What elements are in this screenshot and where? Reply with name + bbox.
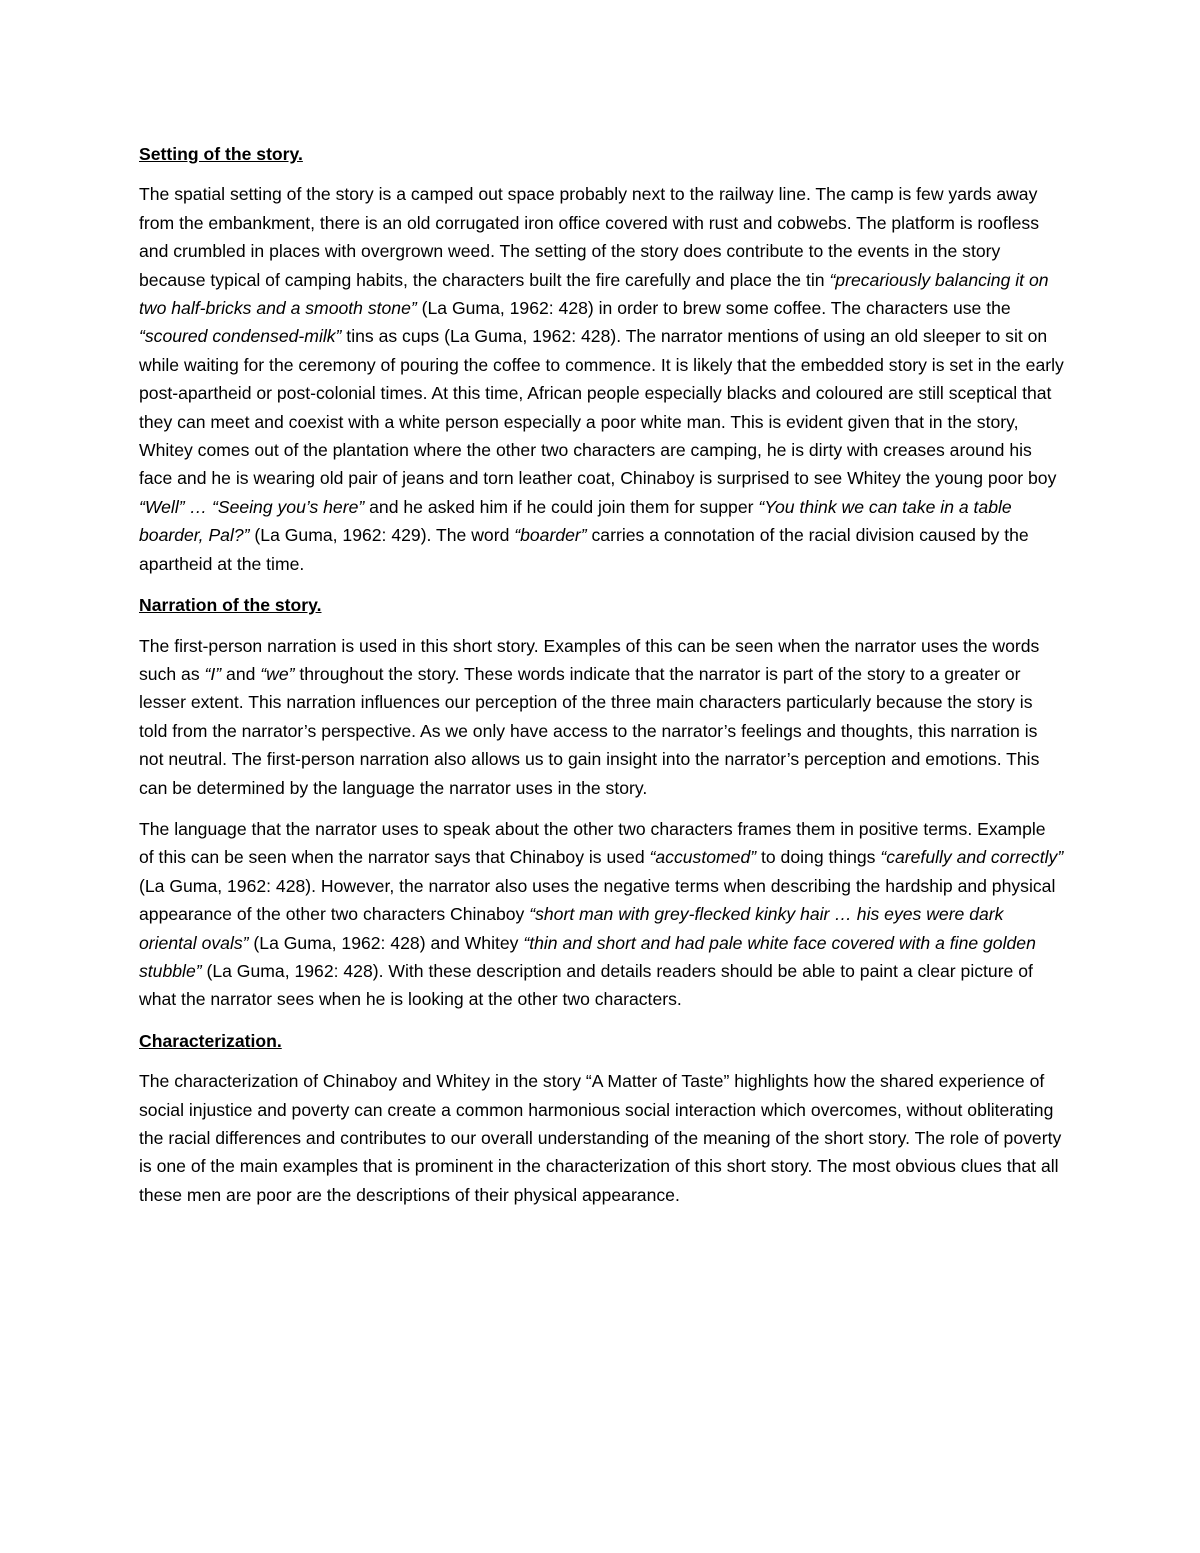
quotation: “scoured condensed-milk” (139, 326, 342, 347)
document-page (139, 140, 1064, 1222)
text-run: and he asked him if he could join them for supper (364, 496, 759, 517)
text-run: to doing things (756, 847, 881, 868)
text-run: (La Guma, 1962: 428). However, the narrator also uses the negative terms when describing the hardship and physical appearance of the other two characters Chinaboy (139, 875, 1056, 925)
text-run: tins as cups (La Guma, 1962: 428). The narrator mentions of using an old sleeper to sit on while waiting for the ceremony of pouring the coffee to commence. It is likely that the embedded story is set in the early post-apartheid or post-colonial times. At this time, African people especially blacks and coloured are still sceptical that they can meet and coexist with a white person especially a poor white man. This is evident given that in the story, Whitey comes out of the plantation where the other two characters are camping, he is dirty with creases around his face and he is wearing old pair of jeans and torn leather coat, Chinaboy is surprised to see Whitey the young poor boy (139, 326, 1064, 489)
text-run: carries a connotation of the racial division caused by the apartheid at the time. (139, 525, 1029, 574)
quotation: “boarder” (514, 525, 587, 546)
text-run: (La Guma, 1962: 428) in order to brew some coffee. The characters use the (416, 298, 1011, 319)
body-paragraph (139, 180, 1064, 578)
quotation: “we” (260, 663, 295, 684)
text-run: The language that the narrator uses to speak about the other two characters frames them in positive terms. Example of this can be seen when the narrator says that Chinaboy is used (139, 818, 1046, 868)
text-run: (La Guma, 1962: 429). The word (249, 525, 515, 546)
section-heading: Narration of the story. (139, 595, 322, 616)
quotation: “short man with grey-flecked kinky hair … his eyes were dark oriental ovals” (139, 904, 1004, 953)
text-run: (La Guma, 1962: 428) and Whitey (248, 932, 524, 953)
quotation: “accustomed” (649, 847, 757, 868)
body-paragraph (139, 632, 1064, 802)
body-paragraph (139, 815, 1064, 1014)
quotation: “I” (204, 663, 222, 684)
quotation: “precariously balancing it on two half-bricks and a smooth stone” (139, 269, 1049, 319)
quotation: “thin and short and had pale white face covered with a fine golden stubble” (139, 932, 1036, 981)
quotation: “Well” … “Seeing you’s here” (139, 496, 365, 517)
text-run: and (221, 663, 261, 684)
text-run: The first-person narration is used in this short story. Examples of this can be seen when the narrator uses the words such as (139, 635, 1040, 684)
section-heading: Setting of the story. (139, 144, 303, 164)
text-run: The characterization of Chinaboy and Whitey in the story “A Matter of Taste” highlights how the shared experience of social injustice and poverty can create a common harmonious social interaction which overcomes, without obliterating the racial differences and contributes to our overall understanding of the meaning of the short story. The role of poverty is one of the main examples that is prominent in the characterization of this short story. The most obvious clues that all these men are poor are the descriptions of their physical appearance. (139, 1071, 1062, 1205)
quotation: “You think we can take in a table boarder, Pal?” (139, 496, 1012, 546)
quotation: “carefully and correctly” (880, 847, 1064, 868)
section-heading: Characterization. (139, 1030, 282, 1051)
body-paragraph (139, 1067, 1064, 1209)
text-run: throughout the story. These words indicate that the narrator is part of the story to a greater or lesser extent. This narration influences our perception of the three main characters particularly because the story is told from the narrator’s perspective. As we only have access to the narrator’s feelings and thoughts, this narration is not neutral. The first-person narration also allows us to gain insight into the narrator’s perception and emotions. This can be determined by the language the narrator uses in the story. (139, 663, 1040, 798)
text-run: The spatial setting of the story is a camped out space probably next to the railway line. The camp is few yards away from the embankment, there is an old corrugated iron office covered with rust and cobwebs. The platform is roofless and crumbled in places with overgrown weed. The setting of the story does contribute to the events in the story because typical of camping habits, the characters built the fire carefully and place the tin (139, 184, 1040, 290)
text-run: (La Guma, 1962: 428). With these description and details readers should be able to paint a clear picture of what the narrator sees when he is looking at the other two characters. (139, 960, 1033, 1010)
